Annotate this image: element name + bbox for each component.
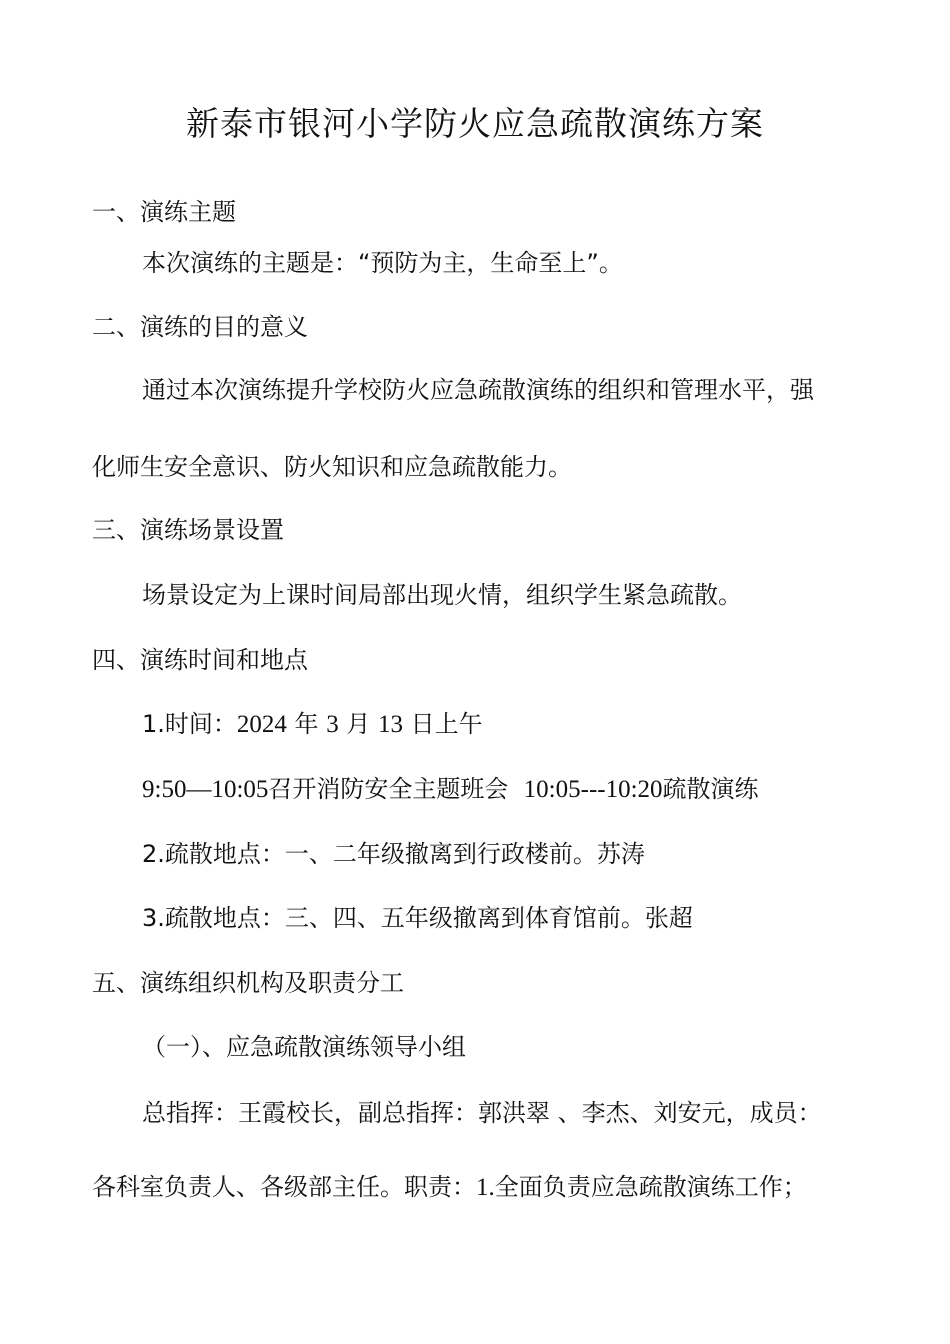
schedule-time-1: 9:50—10:05 [142, 776, 269, 803]
date-day-unit: 日上午 [410, 710, 483, 738]
section-4-heading: 四、演练时间和地点 [92, 646, 308, 674]
body-line2-part-b: 全面负责应急疏散演练工作； [494, 1173, 807, 1201]
schedule-text-1: 召开消防安全主题班会 [268, 775, 509, 803]
section-2-body-line1: 通过本次演练提升学校防火应急疏散演练的组织和管理水平，强 [142, 376, 814, 404]
evacuation-point-2: 3.疏散地点：三、四、五年级撤离到体育馆前。张超 [142, 904, 693, 932]
date-month-unit: 月 [346, 710, 371, 738]
section-3-body: 场景设定为上课时间局部出现火情，组织学生紧急疏散。 [142, 581, 742, 609]
section-5-body-line1: 总指挥：王霞校长，副总指挥：郭洪翠 、李杰、刘安元，成员： [142, 1099, 822, 1127]
schedule-text-2: 疏散演练 [662, 775, 759, 803]
body-line2-part-a: 各科室负责人、各级部主任。职责： [92, 1173, 476, 1201]
date-year-unit: 年 [294, 710, 319, 738]
evacuation-point-1: 2.疏散地点：一、二年级撤离到行政楼前。苏涛 [142, 840, 645, 868]
section-5-body-line2 [92, 1171, 807, 1204]
document-title: 新泰市银河小学防火应急疏散演练方案 [186, 104, 764, 143]
section-3-heading: 三、演练场景设置 [92, 516, 284, 544]
date-month: 3 [326, 711, 339, 738]
time-line [142, 708, 483, 741]
section-1-heading: 一、演练主题 [92, 198, 236, 226]
schedule-time-2: 10:05---10:20 [523, 776, 663, 803]
section-5-subheading: （一）、应急疏散演练领导小组 [142, 1033, 466, 1061]
section-2-body-line2: 化师生安全意识、防火知识和应急疏散能力。 [92, 453, 572, 481]
body-line2-number: 1. [476, 1174, 495, 1201]
section-1-body: 本次演练的主题是：“预防为主，生命至上”。 [142, 249, 623, 277]
date-year: 2024 [236, 711, 287, 738]
schedule-line [142, 773, 759, 806]
section-5-heading: 五、演练组织机构及职责分工 [92, 969, 404, 997]
time-prefix: 1.时间： [142, 710, 237, 738]
date-day: 13 [377, 711, 403, 738]
section-2-heading: 二、演练的目的意义 [92, 313, 308, 341]
